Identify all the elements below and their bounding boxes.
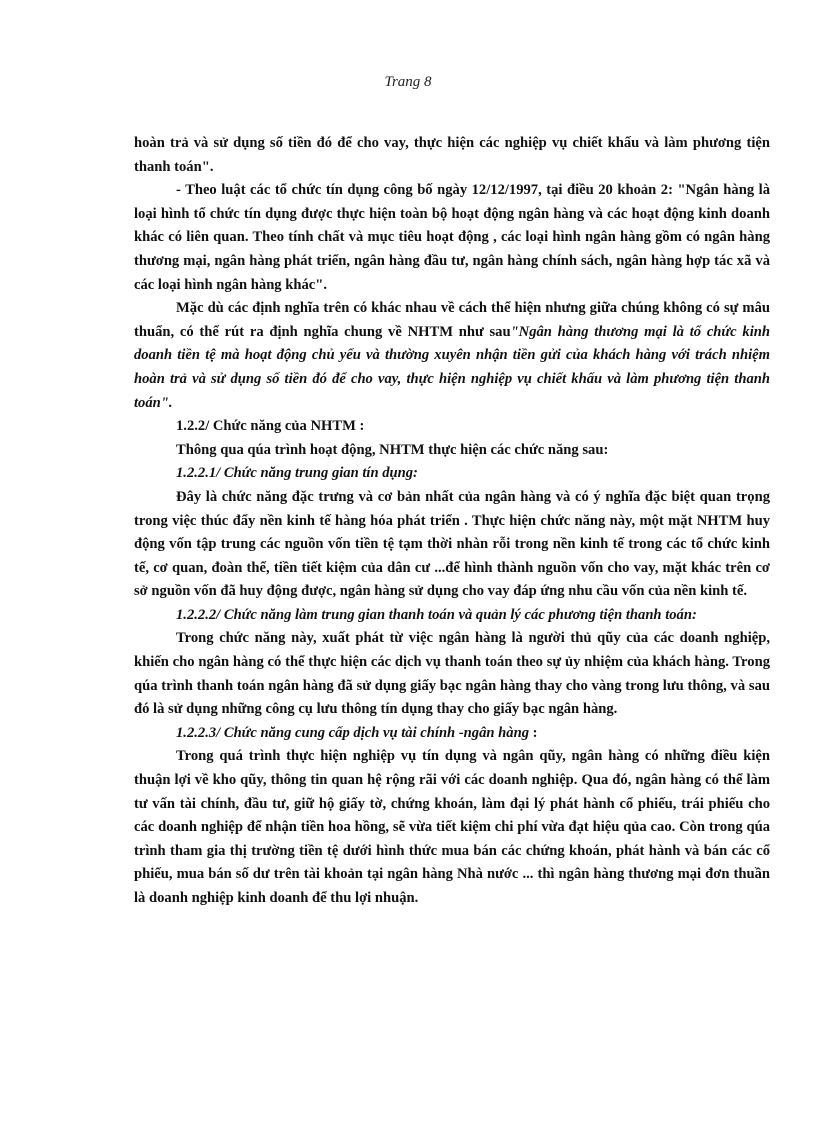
subsection-heading-1-2-2-3 [134,722,770,746]
definition-quote: "Ngân hàng thương mại là tổ chức kinh doanh tiền tệ mà hoạt động chủ yếu và thường xuyên nhận tiền gửi của khách hàng với trách nhiệm hoàn trả và sử dụng số tiền đó để cho vay, thực hiện nghiệp vụ chiết khấu và làm phương tiện thanh toán". [134,323,770,411]
paragraph-financial-services: Trong quá trình thực hiện nghiệp vụ tín dụng và ngân qũy, ngân hàng có những điều kiện thuận lợi về kho qũy, thông tin quan hệ rộng rãi với các doanh nghiệp. Qua đó, ngân hàng có thể làm tư vấn tài chính, đầu tư, giữ hộ giấy tờ, chứng khoán, làm đại lý phát hành cổ phiếu, trái phiếu cho các doanh nghiệp để nhận tiền hoa hồng, sẽ vừa tiết kiệm chi phí vừa đạt hiệu qủa cao. Còn trong qúa trình tham gia thị trường tiền tệ dưới hình thức mua bán các chứng khoán, phát hành và bán các cổ phiếu, mua bán số dư trên tài khoản tại ngân hàng Nhà nước ... thì ngân hàng thương mại đơn thuần là doanh nghiệp kinh doanh để thu lợi nhuận. [134,748,770,906]
subsection-heading-1-2-2-2: 1.2.2.2/ Chức năng làm trung gian thanh toán và quản lý các phương tiện thanh toán: [176,606,697,623]
section-heading-1-2-2: 1.2.2/ Chức năng của NHTM : [176,418,365,435]
document-body [134,132,770,911]
paragraph-continuation: hoàn trả và sử dụng số tiền đó để cho vay, thực hiện các nghiệp vụ chiết khấu và làm phương tiện thanh toán". [134,135,770,175]
paragraph-payment-intermediary: Trong chức năng này, xuất phát từ việc ngân hàng là người thủ qũy của các doanh nghiệp, khiến cho ngân hàng có thể thực hiện các dịch vụ thanh toán theo sự ủy nhiệm của khách hàng. Trong qúa trình thanh toán ngân hàng đã sử dụng giấy bạc ngân hàng thay cho vàng trong lưu thông, và sau đó là sử dụng những công cụ lưu thông tín dụng thay cho giấy bạc ngân hàng. [134,630,770,718]
paragraph-law-definition: - Theo luật các tổ chức tín dụng công bố ngày 12/12/1997, tại điều 20 khoản 2: "Ngân hàng là loại hình tổ chức tín dụng được thực hiện toàn bộ hoạt động ngân hàng và các hoạt động kinh doanh khác có liên quan. Theo tính chất và mục tiêu hoạt động , các loại hình ngân hàng gồm có ngân hàng thương mại, ngân hàng phát triển, ngân hàng đầu tư, ngân hàng chính sách, ngân hàng hợp tác xã và các loại hình ngân hàng khác". [134,182,770,293]
subsection-heading-1-2-2-1: 1.2.2.1/ Chức năng trung gian tín dụng: [176,465,418,482]
definition-intro: Mặc dù các định nghĩa trên có khác nhau về cách thể hiện nhưng giữa chúng không có sự mâu thuẩn, có thể rút ra định nghĩa chung về NHTM như sau [134,300,770,340]
subsection-heading-text: 1.2.2.3/ Chức năng cung cấp dịch vụ tài chính -ngân hàng [176,724,529,741]
paragraph-common-definition [134,297,770,415]
subsection-heading-suffix: : [529,724,538,741]
page-header: Trang 8 [384,74,432,90]
paragraph-functions-intro: Thông qua qúa trình hoạt động, NHTM thực hiện các chức năng sau: [176,441,609,458]
paragraph-credit-intermediary: Đây là chức năng đặc trưng và cơ bản nhất của ngân hàng và có ý nghĩa đặc biệt quan trọng trong việc thúc đẩy nền kinh tế hàng hóa phát triển . Thực hiện chức năng này, một mặt NHTM huy động vốn tập trung các nguồn vốn tiền tệ tạm thời nhàn rỗi trong nền kinh tế trong các tổ chức kinh tế, cơ quan, đoàn thể, tiền tiết kiệm của dân cư ...để hình thành nguồn vốn cho vay, mặt khác trên cơ sở nguồn vốn đã huy động được, ngân hàng sử dụng cho vay đáp ứng nhu cầu vốn của nền kinh tế. [134,488,770,600]
